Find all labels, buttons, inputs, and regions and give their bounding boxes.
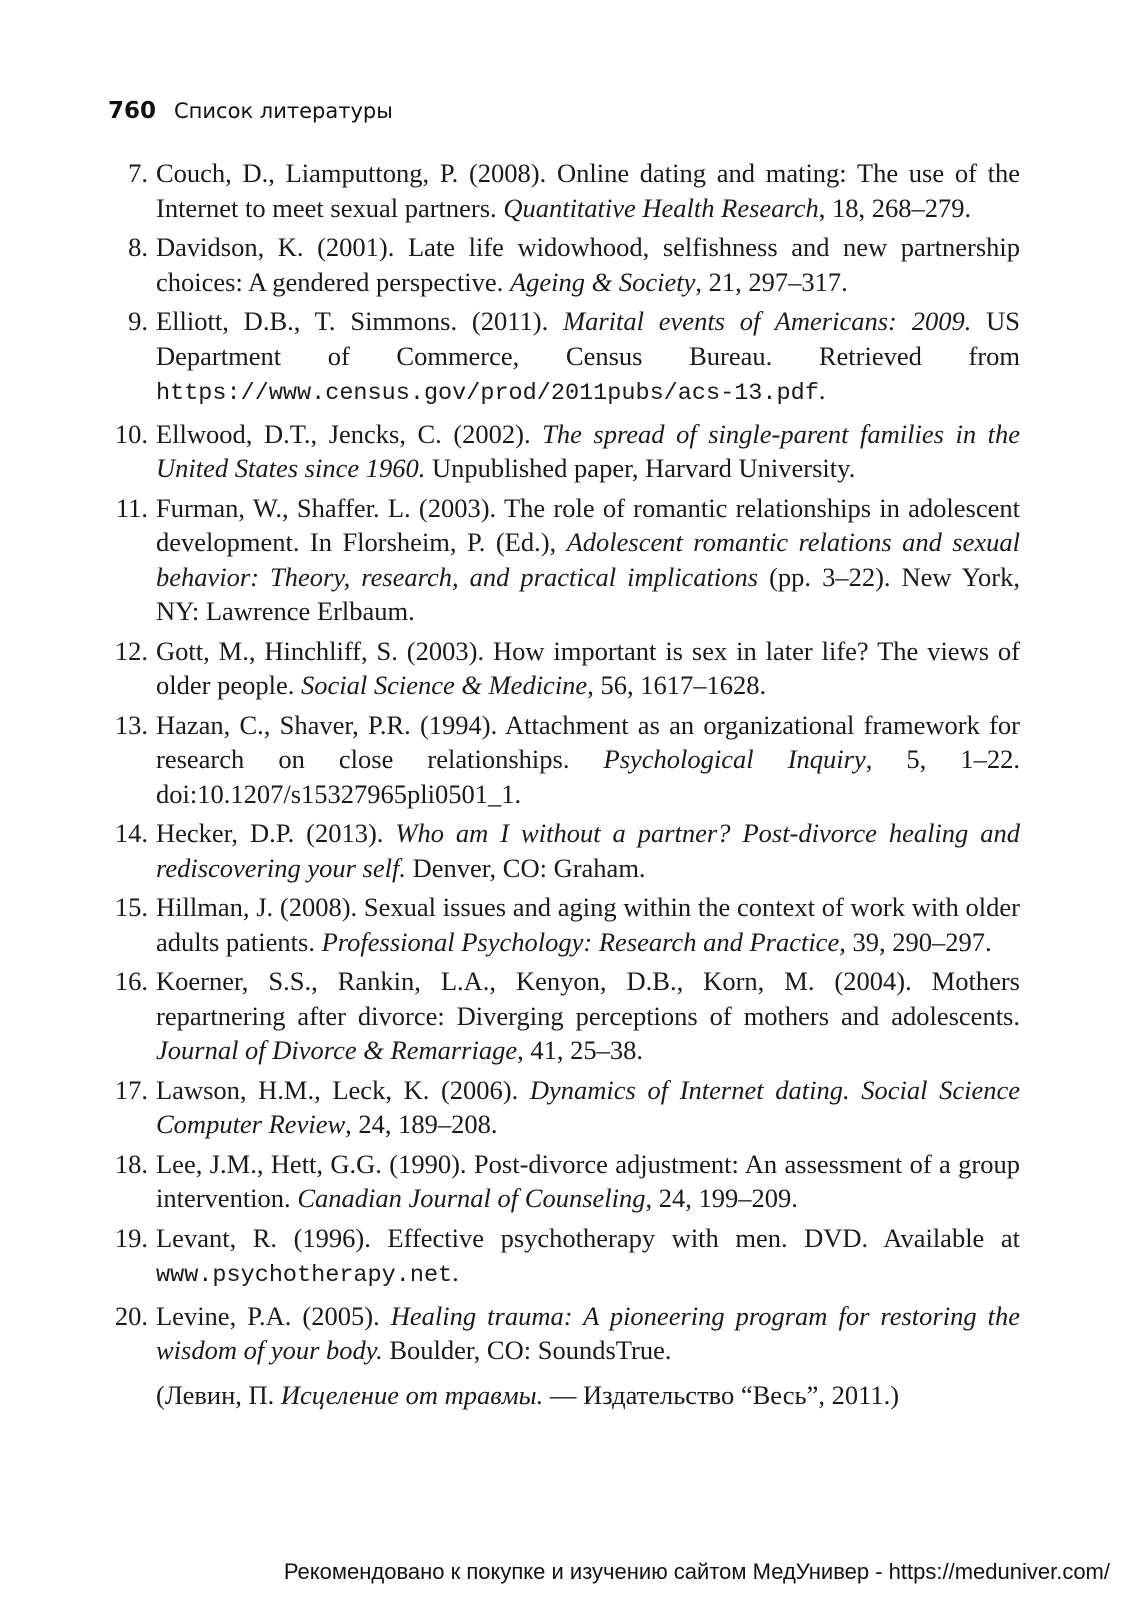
reference-number: 14.: [114, 818, 148, 848]
reference-text: , 18, 268–279.: [818, 192, 972, 223]
reference-item: [108, 890, 1020, 959]
reference-title-italic: Ageing & Society: [509, 266, 696, 297]
reference-text: Furman, W., Shaffer. L. (2003). The role of romantic relationships in adolescent development. In Florsheim, P. (Ed.),: [156, 492, 1020, 557]
reference-item: [108, 304, 1020, 412]
reference-text: Ellwood, D.T., Jencks, C. (2002).: [156, 418, 543, 449]
reference-title-italic: Who am I without a partner? Post-divorce healing and rediscovering your self.: [156, 818, 1021, 883]
reference-title-italic: Canadian Journal of Counseling: [297, 1183, 646, 1213]
reference-item: [108, 1299, 1020, 1368]
reference-number: 16.: [114, 966, 148, 996]
reference-text: Couch, D., Liamputtong, P. (2008). Online dating and mating: The use of the Internet to meet sexual partners.: [156, 158, 1020, 223]
reference-title-italic: Adolescent romantic relations and sexual behavior: Theory, research, and practical implications: [156, 527, 1021, 592]
reference-text: Boulder, CO: SoundsTrue.: [382, 1335, 672, 1365]
reference-item: [108, 156, 1020, 225]
section-title: Список литературы: [174, 99, 393, 123]
reference-number: 19.: [114, 1222, 148, 1253]
translation-note: [108, 1378, 1020, 1413]
reference-number: 7.: [128, 158, 148, 188]
reference-text: Hazan, C., Shaver, P.R. (1994). Attachment as an organizational framework for research on close relationships.: [156, 709, 1020, 774]
reference-text: .: [818, 375, 826, 405]
reference-number: 15.: [114, 892, 148, 922]
reference-text: — Издательство “Весь”, 2011.): [543, 1379, 900, 1410]
reference-item: [108, 634, 1020, 703]
reference-text: .: [452, 1257, 459, 1287]
reference-item: [108, 708, 1020, 812]
reference-number: 17.: [114, 1074, 148, 1105]
reference-title-italic: Dynamics of Internet dating. Social Science Computer Review: [156, 1074, 1020, 1139]
reference-item: [108, 230, 1020, 299]
reference-item: [108, 1221, 1020, 1294]
reference-text: , 24, 199–209.: [645, 1183, 798, 1213]
reference-text: Hecker, D.P. (2013).: [156, 818, 396, 848]
reference-text: , 56, 1617–1628.: [587, 670, 767, 700]
running-head: [108, 98, 393, 124]
reference-text: Davidson, K. (2001). Late life widowhood, selfishness and new partnership choices: A gendered perspective.: [156, 232, 1020, 297]
reference-item: [108, 491, 1020, 629]
reference-list: [108, 156, 1020, 1412]
reference-number: 10.: [114, 418, 148, 449]
reference-title-italic: Исцеление от травмы.: [280, 1379, 544, 1410]
reference-title-italic: Quantitative Health Research: [503, 192, 819, 223]
reference-text: (pp. 3–22). New York, NY: Lawrence Erlbaum.: [156, 561, 1021, 626]
reference-title-italic: The spread of single-parent families in the United States since 1960.: [156, 418, 1020, 483]
reference-text: Lee, J.M., Hett, G.G. (1990). Post-divorce adjustment: An assessment of a group intervention.: [156, 1148, 1020, 1213]
reference-title-italic: Marital events of Americans: 2009.: [563, 306, 972, 336]
reference-text: Lawson, H.M., Leck, K. (2006).: [156, 1074, 530, 1105]
reference-text: Gott, M., Hinchliff, S. (2003). How important is sex in later life? The views of older people.: [156, 635, 1020, 700]
reference-text: (Левин, П.: [156, 1379, 281, 1410]
reference-number: 18.: [114, 1148, 148, 1179]
reference-text: Levine, P.A. (2005).: [156, 1300, 391, 1331]
reference-text: , 5, 1–22. doi:10.1207/s15327965pli0501_1.: [156, 744, 1020, 809]
reference-text: , 24, 189–208.: [345, 1109, 498, 1139]
reference-title-italic: Professional Psychology: Research and Practice: [321, 926, 840, 957]
reference-text: Unpublished paper, Harvard University.: [425, 453, 856, 483]
reference-item: [108, 417, 1020, 486]
reference-number: 13.: [114, 709, 148, 740]
reference-text: Denver, CO: Graham.: [405, 852, 646, 883]
page-number: 760: [108, 98, 157, 124]
reference-item: [108, 816, 1020, 885]
reference-text: , 21, 297–317.: [695, 266, 848, 297]
reference-title-italic: Psychological Inquiry: [603, 744, 866, 774]
reference-number: 8.: [128, 232, 148, 262]
reference-url: www.psychotherapy.net: [156, 1262, 453, 1289]
reference-number: 9.: [128, 306, 148, 336]
reference-text: Elliott, D.B., T. Simmons. (2011).: [156, 306, 563, 336]
reference-title-italic: Social Science & Medicine: [300, 670, 588, 700]
reference-number: 12.: [114, 635, 148, 666]
reference-title-italic: Healing trauma: A pioneering program for restoring the wisdom of your body.: [156, 1300, 1020, 1365]
footer-note: Рекомендовано к покупке и изучению сайтом МедУнивер - https://meduniver.com/: [283, 1559, 1110, 1584]
reference-text: Levant, R. (1996). Effective psychotherapy with men. DVD. Available at: [156, 1222, 1020, 1253]
reference-url: https://www.census.gov/prod/2011pubs/acs-13.pdf: [156, 380, 819, 407]
reference-number: 20.: [114, 1300, 148, 1331]
reference-item: [108, 1147, 1020, 1216]
reference-title-italic: Journal of Divorce & Remarriage: [156, 1035, 518, 1065]
reference-item: [108, 964, 1020, 1068]
reference-text: US Department of Commerce, Census Bureau. Retrieved from: [156, 306, 1021, 371]
reference-number: 11.: [115, 492, 148, 523]
reference-item: [108, 1073, 1020, 1142]
reference-text: , 39, 290–297.: [839, 926, 992, 957]
reference-text: , 41, 25–38.: [517, 1035, 643, 1065]
reference-text: Hillman, J. (2008). Sexual issues and aging within the context of work with older adults patients.: [156, 892, 1020, 957]
reference-text: Koerner, S.S., Rankin, L.A., Kenyon, D.B., Korn, M. (2004). Mothers repartnering after divorce: Diverging perceptions of mothers and adolescents.: [156, 966, 1020, 1031]
